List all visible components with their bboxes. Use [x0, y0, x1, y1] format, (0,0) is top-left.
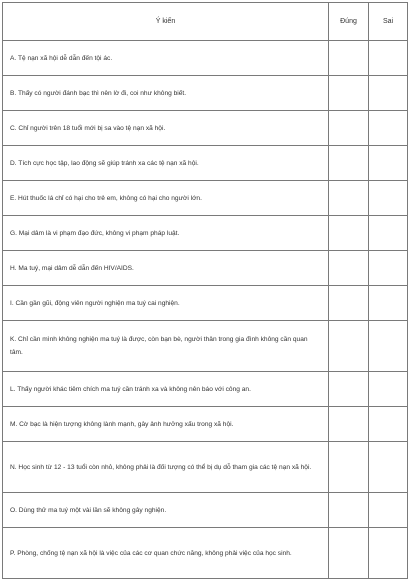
true-cell-k[interactable] [329, 321, 369, 372]
true-cell-g[interactable] [329, 216, 369, 251]
statement-n: N. Học sinh từ 12 - 13 tuổi còn nhỏ, không phải là đối tượng có thể bị dụ dỗ tham gia các tệ nạn xã hội. [3, 442, 329, 493]
true-cell-a[interactable] [329, 41, 369, 76]
statement-e: E. Hút thuốc lá chỉ có hại cho trẻ em, không có hại cho người lớn. [3, 181, 329, 216]
true-cell-m[interactable] [329, 407, 369, 442]
table-row [3, 181, 408, 216]
true-cell-c[interactable] [329, 111, 369, 146]
false-cell-l[interactable] [369, 372, 408, 407]
true-cell-n[interactable] [329, 442, 369, 493]
statement-a: A. Tệ nạn xã hội dễ dẫn đến tội ác. [3, 41, 329, 76]
statement-l: L. Thấy người khác tiêm chích ma tuý cần tránh xa và không nên báo với công an. [3, 372, 329, 407]
true-cell-i[interactable] [329, 286, 369, 321]
header-false: Sai [369, 3, 408, 41]
statement-p: P. Phòng, chống tệ nạn xã hội là việc của các cơ quan chức năng, không phải việc của học sinh. [3, 528, 329, 579]
statement-i: I. Cần gần gũi, động viên người nghiện ma tuý cai nghiện. [3, 286, 329, 321]
true-cell-o[interactable] [329, 493, 369, 528]
false-cell-g[interactable] [369, 216, 408, 251]
false-cell-i[interactable] [369, 286, 408, 321]
table-row [3, 76, 408, 111]
false-cell-a[interactable] [369, 41, 408, 76]
true-cell-p[interactable] [329, 528, 369, 579]
false-cell-k[interactable] [369, 321, 408, 372]
true-cell-d[interactable] [329, 146, 369, 181]
header-row [3, 3, 408, 41]
false-cell-p[interactable] [369, 528, 408, 579]
header-opinion: Ý kiến [3, 3, 329, 41]
table-row [3, 407, 408, 442]
false-cell-c[interactable] [369, 111, 408, 146]
true-cell-e[interactable] [329, 181, 369, 216]
false-cell-e[interactable] [369, 181, 408, 216]
true-cell-l[interactable] [329, 372, 369, 407]
table-row [3, 493, 408, 528]
table-row [3, 372, 408, 407]
statement-o: O. Dùng thử ma tuý một vài lần sẽ không gây nghiện. [3, 493, 329, 528]
false-cell-n[interactable] [369, 442, 408, 493]
statement-c: C. Chỉ người trên 18 tuổi mới bị sa vào tệ nạn xã hội. [3, 111, 329, 146]
true-cell-b[interactable] [329, 76, 369, 111]
false-cell-h[interactable] [369, 251, 408, 286]
statement-b: B. Thấy có người đánh bạc thì nên lờ đi, coi như không biết. [3, 76, 329, 111]
statement-g: G. Mại dâm là vi phạm đạo đức, không vi phạm pháp luật. [3, 216, 329, 251]
table-row [3, 146, 408, 181]
statement-h: H. Ma tuý, mại dâm dễ dẫn đến HIV/AIDS. [3, 251, 329, 286]
statement-m: M. Cờ bạc là hiện tượng không lành mạnh, gây ảnh hưởng xấu trong xã hội. [3, 407, 329, 442]
statement-d: D. Tích cực học tập, lao động sẽ giúp tránh xa các tệ nạn xã hội. [3, 146, 329, 181]
false-cell-d[interactable] [369, 146, 408, 181]
table-row [3, 216, 408, 251]
table-row [3, 251, 408, 286]
statement-k: K. Chỉ cần mình không nghiện ma tuý là được, còn bạn bè, người thân trong gia đình không cần quan tâm. [3, 321, 329, 372]
true-cell-h[interactable] [329, 251, 369, 286]
opinion-survey-table [2, 2, 408, 579]
header-true: Đúng [329, 3, 369, 41]
false-cell-o[interactable] [369, 493, 408, 528]
false-cell-b[interactable] [369, 76, 408, 111]
table-row [3, 41, 408, 76]
table-row [3, 442, 408, 493]
table-row [3, 286, 408, 321]
table-row [3, 111, 408, 146]
false-cell-m[interactable] [369, 407, 408, 442]
table-row [3, 528, 408, 579]
table-row [3, 321, 408, 372]
